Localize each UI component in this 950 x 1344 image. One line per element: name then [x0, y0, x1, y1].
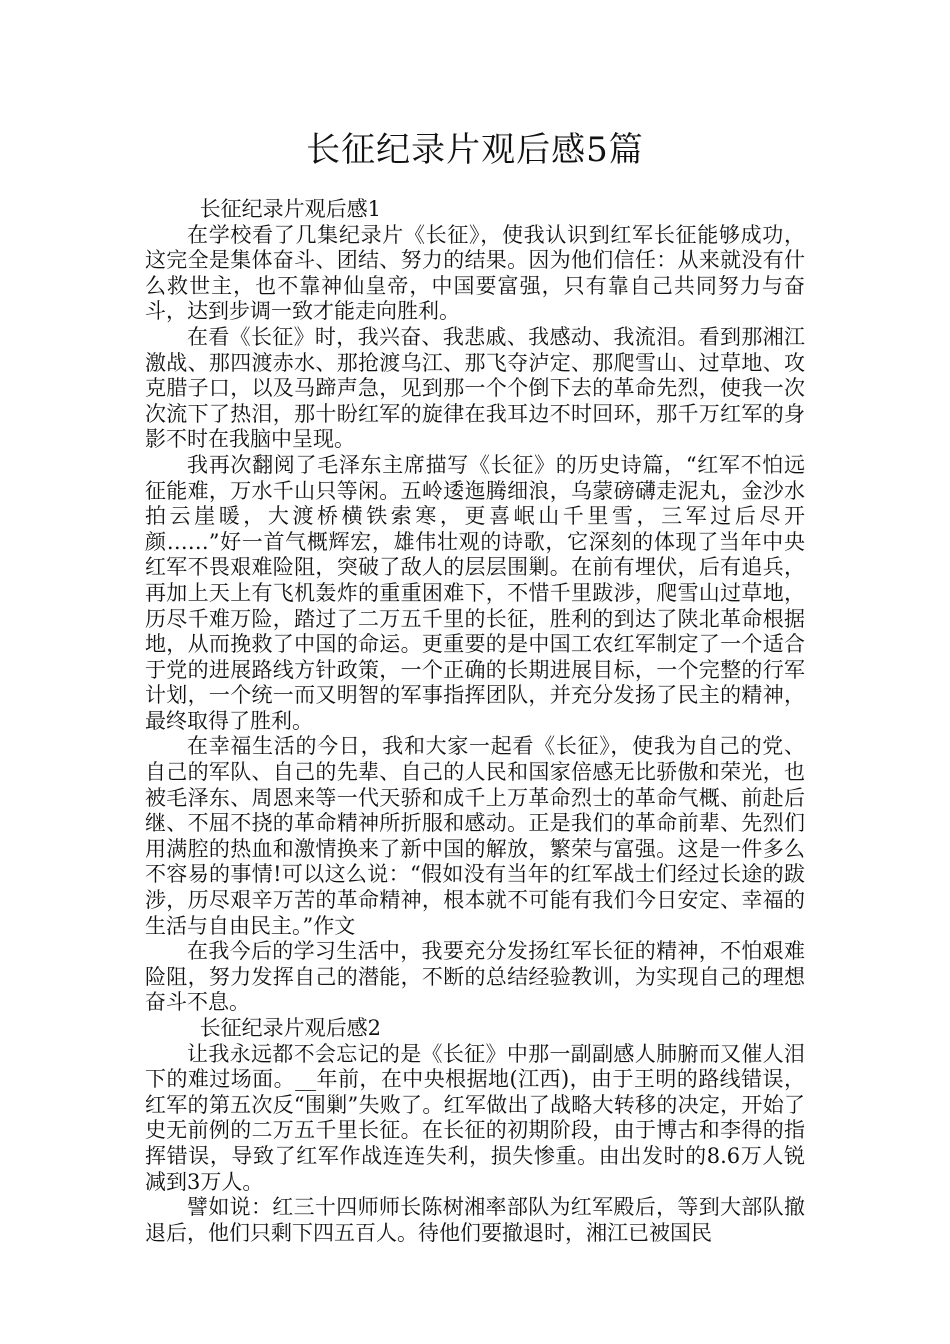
document-title: 长征纪录片观后感5篇: [306, 130, 644, 170]
paragraph: 在看《长征》时，我兴奋、我悲戚、我感动、我流泪。看到那湘江激战、那四渡赤水、那抢渡乌江、那飞夺泸定、那爬雪山、过草地、攻克腊子口，以及马蹄声急，见到那一个个倒下去的革命先烈，使我一次次流下了热泪，那十盼红军的旋律在我耳边不时回环，那千万红军的身影不时在我脑中呈现。: [145, 324, 805, 452]
section-heading-2: 长征纪录片观后感2: [199, 1016, 381, 1040]
paragraph: 譬如说：红三十四师师长陈树湘率部队为红军殿后，等到大部队撤退后，他们只剩下四五百人。待他们要撤退时，湘江已被国民: [145, 1195, 805, 1245]
paragraph: 我再次翻阅了毛泽东主席描写《长征》的历史诗篇，“红军不怕远征能难，万水千山只等闲。五岭逶迤腾细浪，乌蒙磅礴走泥丸，金沙水拍云崖暖，大渡桥横铁索寒，更喜岷山千里雪，三军过后尽开颜……”好一首气概辉宏，雄伟壮观的诗歌，它深刻的体现了当年中央红军不畏艰难险阻，突破了敌人的层层围剿。在前有埋伏，后有追兵，再加上天上有飞机轰炸的重重困难下，不惜千里跋涉，爬雪山过草地，历尽千难万险，踏过了二万五千里的长征，胜利的到达了陕北革命根据地，从而挽救了中国的命运。更重要的是中国工农红军制定了一个适合于党的进展路线方针政策，一个正确的长期进展目标，一个完整的行军计划，一个统一而又明智的军事指挥团队，并充分发扬了民主的精神，最终取得了胜利。: [145, 452, 805, 733]
paragraph: 在学校看了几集纪录片《长征》，使我认识到红军长征能够成功，这完全是集体奋斗、团结、努力的结果。因为他们信任：从来就没有什么救世主，也不靠神仙皇帝，中国要富强，只有靠自己共同努力与奋斗，达到步调一致才能走向胜利。: [145, 222, 805, 324]
paragraph: 在幸福生活的今日，我和大家一起看《长征》，使我为自己的党、自己的军队、自己的先辈、自己的人民和国家倍感无比骄傲和荣光，也被毛泽东、周恩来等一代天骄和成千上万革命烈士的革命气概、前赴后继、不屈不挠的革命精神所折服和感动。正是我们的革命前辈、先烈们用满腔的热血和激情换来了新中国的解放，繁荣与富强。这是一件多么不容易的事情!可以这么说：“假如没有当年的红军战士们经过长途的跋涉，历尽艰辛万苦的革命精神，根本就不可能有我们今日安定、幸福的生活与自由民主。”作文: [145, 734, 805, 938]
paragraph: 让我永远都不会忘记的是《长征》中那一副副感人肺腑而又催人泪下的难过场面。__年前，在中央根据地(江西)，由于王明的路线错误，红军的第五次反“围剿”失败了。红军做出了战略大转移的决定，开始了史无前例的二万五千里长征。在长征的初期阶段，由于博古和李得的指挥错误，导致了红军作战连连失利，损失惨重。由出发时的8.6万人锐减到3万人。: [145, 1041, 805, 1194]
document-body: [145, 197, 805, 1246]
paragraph: 在我今后的学习生活中，我要充分发扬红军长征的精神，不怕艰难险阻，努力发挥自己的潜能，不断的总结经验教训，为实现自己的理想奋斗不息。: [145, 939, 805, 1015]
section-heading-1: 长征纪录片观后感1: [199, 197, 381, 221]
